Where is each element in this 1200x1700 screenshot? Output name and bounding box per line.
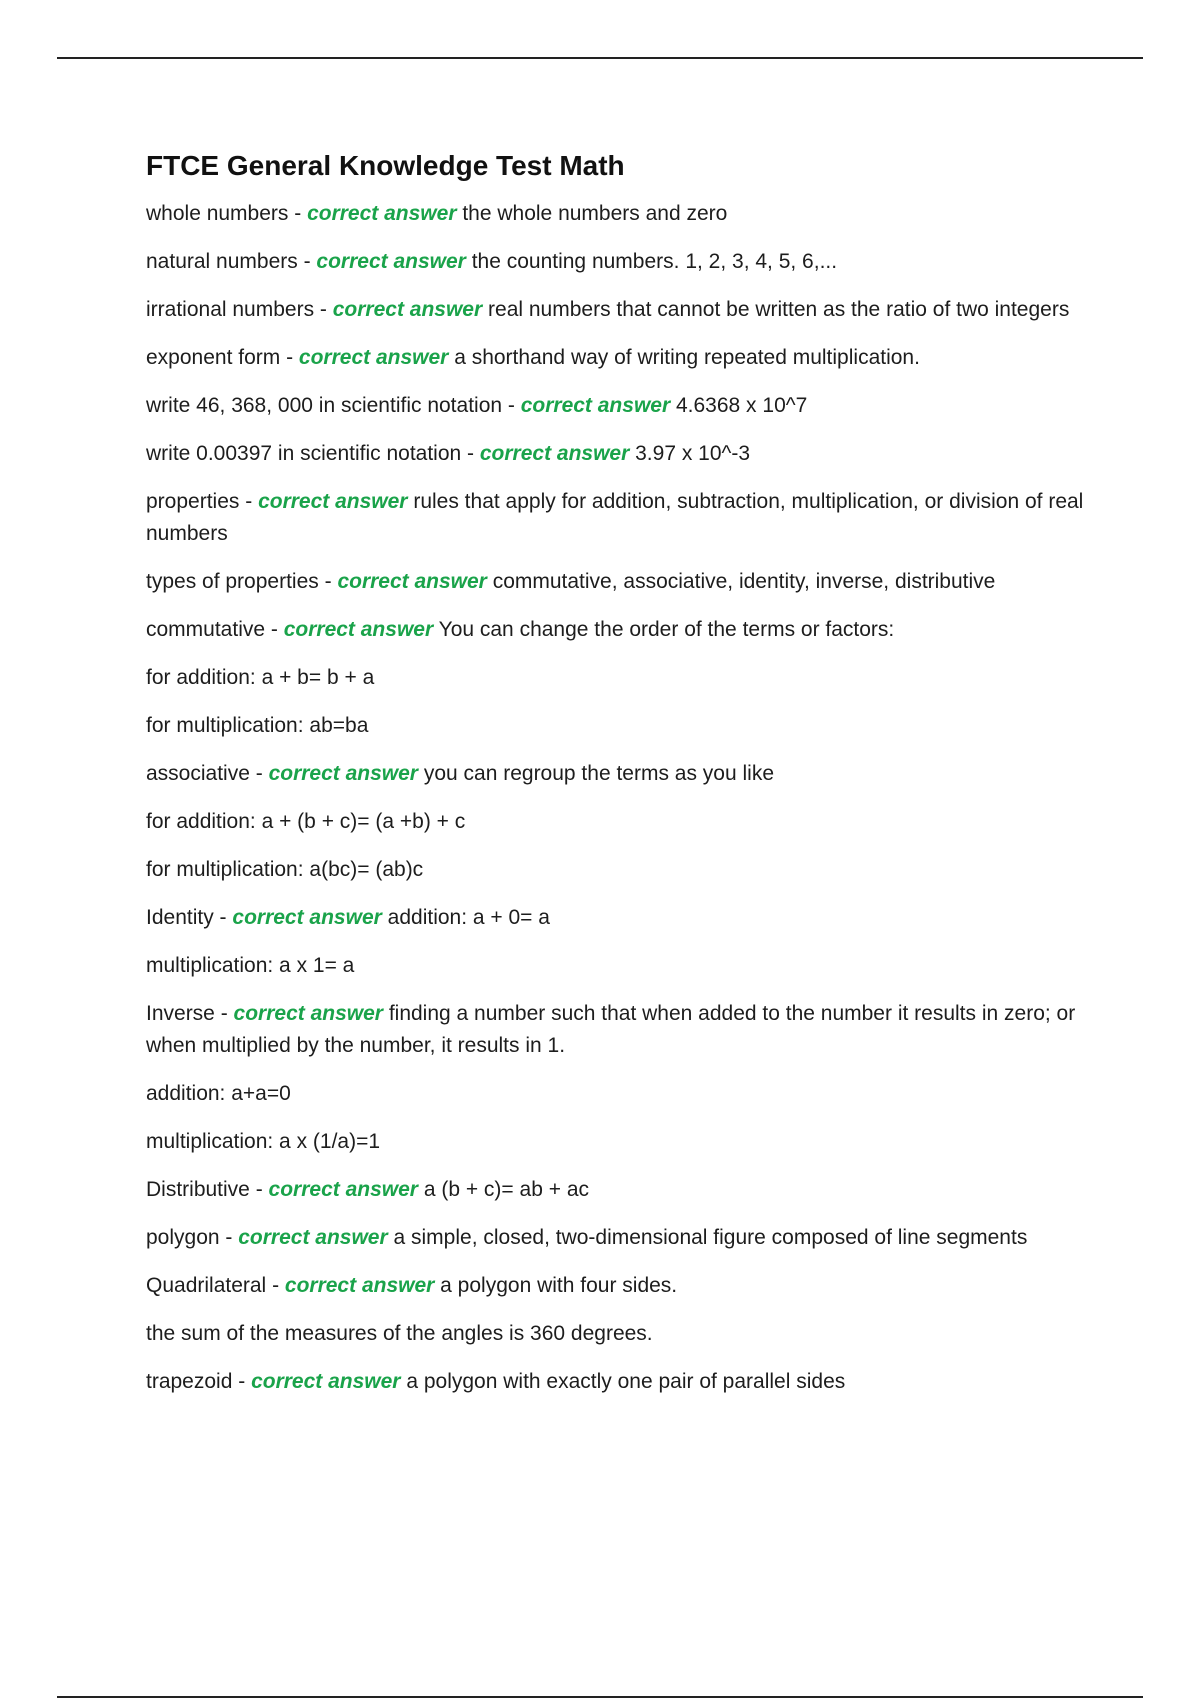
entry-term: types of properties (146, 570, 319, 593)
entry-definition: rules that apply for addition, subtraction, multiplication, or division of real numbers (146, 490, 1084, 545)
entry-line: multiplication: a x (1/a)=1 (146, 1130, 381, 1153)
correct-answer-label: correct answer (258, 490, 408, 513)
entry-associative: associative - correct answer you can regroup the terms as you like (146, 762, 775, 785)
correct-answer-label: correct answer (332, 298, 483, 321)
correct-answer-label: correct answer (268, 1178, 418, 1201)
entry-definition: addition: a + 0= a (387, 906, 550, 929)
entry-line: the sum of the measures of the angles is 360 degrees. (146, 1322, 653, 1345)
entry-definition: a shorthand way of writing repeated multiplication. (454, 346, 920, 369)
correct-answer-label: correct answer (520, 394, 671, 417)
entry-definition: a polygon with exactly one pair of parallel sides (406, 1370, 846, 1393)
entry-definition: 4.6368 x 10^7 (675, 394, 808, 417)
entry-term: trapezoid (146, 1370, 233, 1393)
entry-identity: Identity - correct answer addition: a + 0= a (146, 906, 550, 929)
entry-term: write 46, 368, 000 in scientific notation (146, 394, 503, 417)
entry-line: for addition: a + (b + c)= (a +b) + c (146, 810, 466, 833)
entry-term: write 0.00397 in scientific notation (146, 442, 462, 465)
entry-definition: a polygon with four sides. (440, 1274, 678, 1297)
entry-term: polygon (146, 1226, 220, 1249)
entry-term: Quadrilateral (146, 1274, 267, 1297)
entry-term: Distributive (146, 1178, 250, 1201)
entry-scientific-notation-2: write 0.00397 in scientific notation - correct answer 3.97 x 10^-3 (146, 442, 751, 465)
entry-line: for multiplication: a(bc)= (ab)c (146, 858, 424, 881)
document-body (146, 146, 1086, 1414)
top-rule (57, 57, 1143, 59)
entry-definition: the whole numbers and zero (462, 202, 728, 225)
entry-definition: a (b + c)= ab + ac (423, 1178, 589, 1201)
correct-answer-label: correct answer (284, 1274, 435, 1297)
entry-term: properties (146, 490, 240, 513)
entry-inverse: Inverse - correct answer finding a number such that when added to the number it results in zero; or when multiplied by the number, it results in 1. (146, 1002, 1076, 1057)
entry-definition: real numbers that cannot be written as the ratio of two integers (488, 298, 1070, 321)
correct-answer-label: correct answer (233, 1002, 383, 1025)
correct-answer-label: correct answer (316, 250, 466, 273)
correct-answer-label: correct answer (479, 442, 630, 465)
entry-term: exponent form (146, 346, 281, 369)
entry-term: commutative (146, 618, 266, 641)
entry-definition: a simple, closed, two-dimensional figure composed of line segments (393, 1226, 1028, 1249)
entry-whole-numbers: whole numbers - correct answer the whole numbers and zero (146, 202, 728, 225)
page-title: FTCE General Knowledge Test Math (146, 150, 625, 181)
correct-answer-label: correct answer (298, 346, 449, 369)
entry-line: for addition: a + b= b + a (146, 666, 375, 689)
entry-term: whole numbers (146, 202, 289, 225)
entry-definition: the counting numbers. 1, 2, 3, 4, 5, 6,... (471, 250, 838, 273)
entry-polygon: polygon - correct answer a simple, closed, two-dimensional figure composed of line segments (146, 1226, 1028, 1249)
entry-line: addition: a+a=0 (146, 1082, 291, 1105)
entry-definition: commutative, associative, identity, inverse, distributive (492, 570, 996, 593)
entry-commutative: commutative - correct answer You can change the order of the terms or factors: (146, 618, 895, 641)
entry-trapezoid: trapezoid - correct answer a polygon with exactly one pair of parallel sides (146, 1370, 846, 1393)
correct-answer-label: correct answer (238, 1226, 388, 1249)
entry-term: natural numbers (146, 250, 298, 273)
entry-scientific-notation-1: write 46, 368, 000 in scientific notation - correct answer 4.6368 x 10^7 (146, 394, 808, 417)
correct-answer-label: correct answer (283, 618, 434, 641)
entry-irrational-numbers: irrational numbers - correct answer real numbers that cannot be written as the ratio of two integers (146, 298, 1070, 321)
entry-properties: properties - correct answer rules that apply for addition, subtraction, multiplication, or division of real numbers (146, 490, 1084, 545)
entry-distributive: Distributive - correct answer a (b + c)= ab + ac (146, 1178, 589, 1201)
entry-natural-numbers: natural numbers - correct answer the counting numbers. 1, 2, 3, 4, 5, 6,... (146, 250, 838, 273)
correct-answer-label: correct answer (337, 570, 487, 593)
correct-answer-label: correct answer (251, 1370, 401, 1393)
entry-line: multiplication: a x 1= a (146, 954, 355, 977)
entry-line: for multiplication: ab=ba (146, 714, 369, 737)
entry-definition: finding a number such that when added to the number it results in zero; or when multiplied by the number, it results in 1. (146, 1002, 1076, 1057)
entry-definition: 3.97 x 10^-3 (635, 442, 751, 465)
entry-definition: You can change the order of the terms or factors: (438, 618, 895, 641)
entry-types-of-properties: types of properties - correct answer commutative, associative, identity, inverse, distributive (146, 570, 996, 593)
entry-definition: you can regroup the terms as you like (423, 762, 775, 785)
bottom-rule (57, 1696, 1143, 1698)
entry-term: associative (146, 762, 250, 785)
correct-answer-label: correct answer (268, 762, 418, 785)
entry-term: Inverse (146, 1002, 215, 1025)
entry-term: irrational numbers (146, 298, 315, 321)
correct-answer-label: correct answer (307, 202, 457, 225)
entry-quadrilateral: Quadrilateral - correct answer a polygon with four sides. (146, 1274, 678, 1297)
entry-term: Identity (146, 906, 214, 929)
entry-exponent-form: exponent form - correct answer a shorthand way of writing repeated multiplication. (146, 346, 920, 369)
correct-answer-label: correct answer (232, 906, 382, 929)
